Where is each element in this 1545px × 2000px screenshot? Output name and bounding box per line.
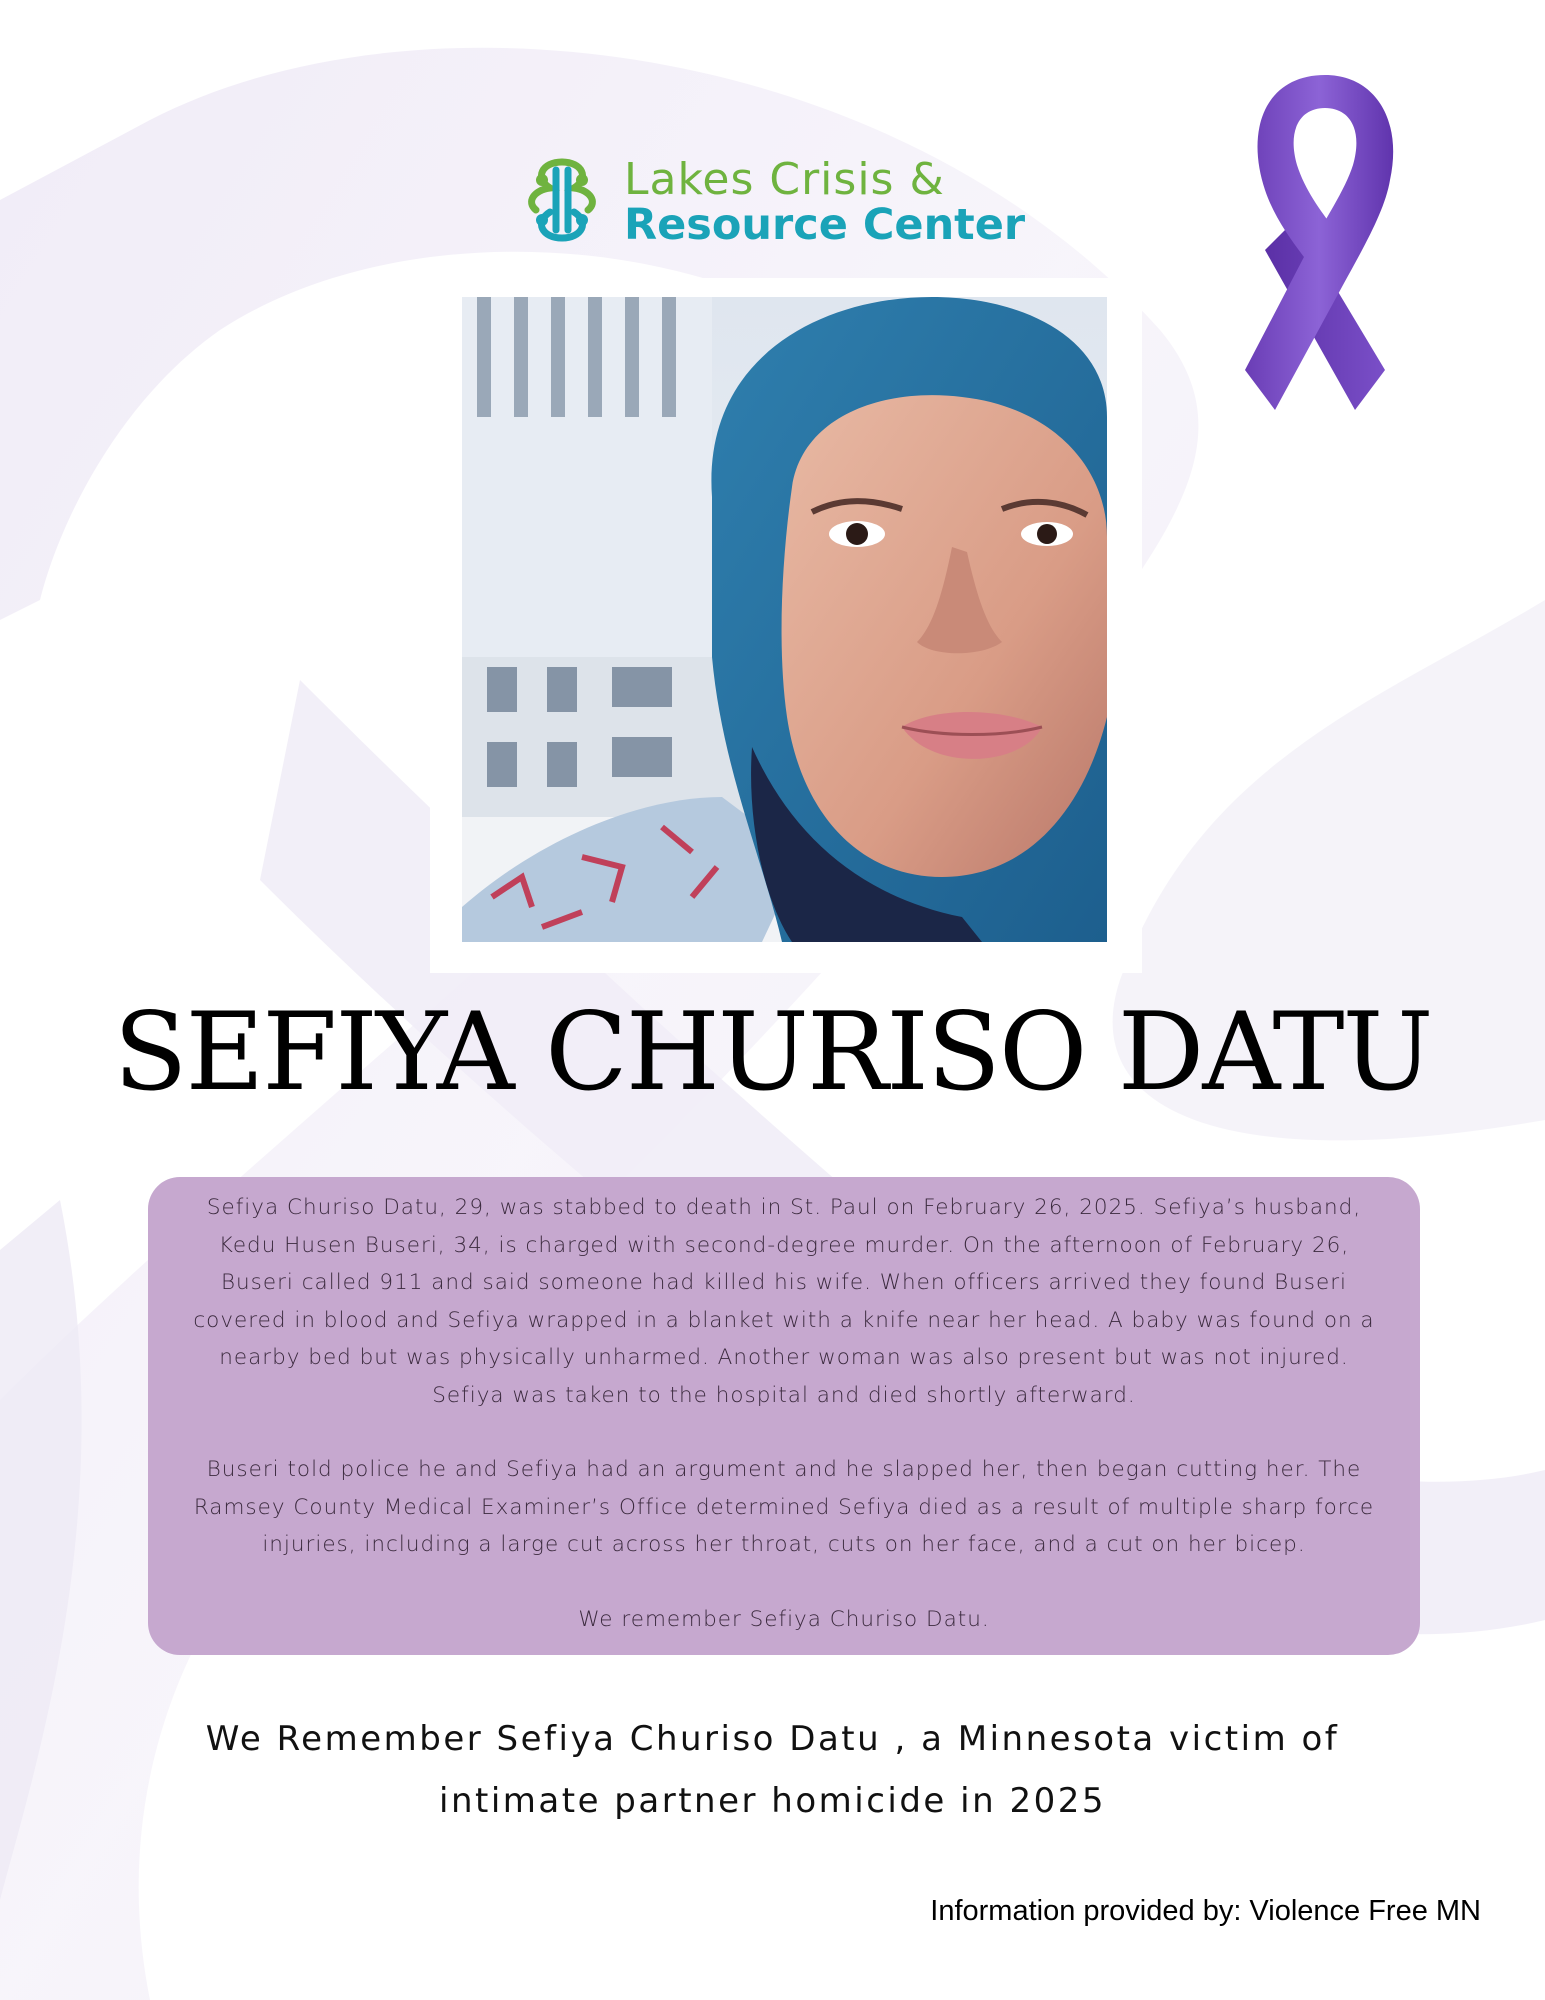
story-paragraph-1: Sefiya Churiso Datu, 29, was stabbed to death in St. Paul on February 26, 2025. Sefiya’s husband, Kedu Husen Buseri, 34, is charged with second-degree murder. On the afternoon of February 26, Buseri called 911 and said someone had killed his wife. When officers arrived they found Buseri covered in blood and Sefiya wrapped in a blanket with a knife near her head. A baby was found on a nearby bed but was physically unharmed. Another woman was also present but was not injured. Sefiya was taken to the hospital and died shortly afterward.: [193, 1195, 1375, 1408]
victim-name-heading: SEFIYA CHURISO DATU: [113, 990, 1432, 1115]
butterfly-logo-icon: [512, 150, 612, 250]
organization-name-line2: Resource Center: [624, 200, 1026, 250]
victim-photo: [462, 297, 1107, 942]
tribute-line-2: intimate partner homicide in 2025: [439, 1781, 1106, 1821]
source-credit: Information provided by: Violence Free MN: [930, 1895, 1481, 1927]
story-panel: [148, 1177, 1420, 1655]
story-paragraph-2: Buseri told police he and Sefiya had an argument and he slapped her, then began cutting her. The Ramsey County Medical Examiner’s Office determined Sefiya died as a result of multiple sharp force injuries, including a large cut across her throat, cuts on her face, and a cut on her bicep.: [193, 1457, 1375, 1557]
story-paragraph-3: We remember Sefiya Churiso Datu.: [578, 1606, 990, 1632]
tribute-statement: [0, 1708, 1545, 1832]
portrait-image: [462, 297, 1107, 942]
organization-name-line1: Lakes Crisis &: [624, 154, 945, 205]
organization-logo: [512, 150, 1072, 250]
purple-awareness-ribbon-icon: [1225, 70, 1425, 420]
tribute-line-1: We Remember Sefiya Churiso Datu , a Minnesota victim of: [205, 1719, 1340, 1759]
